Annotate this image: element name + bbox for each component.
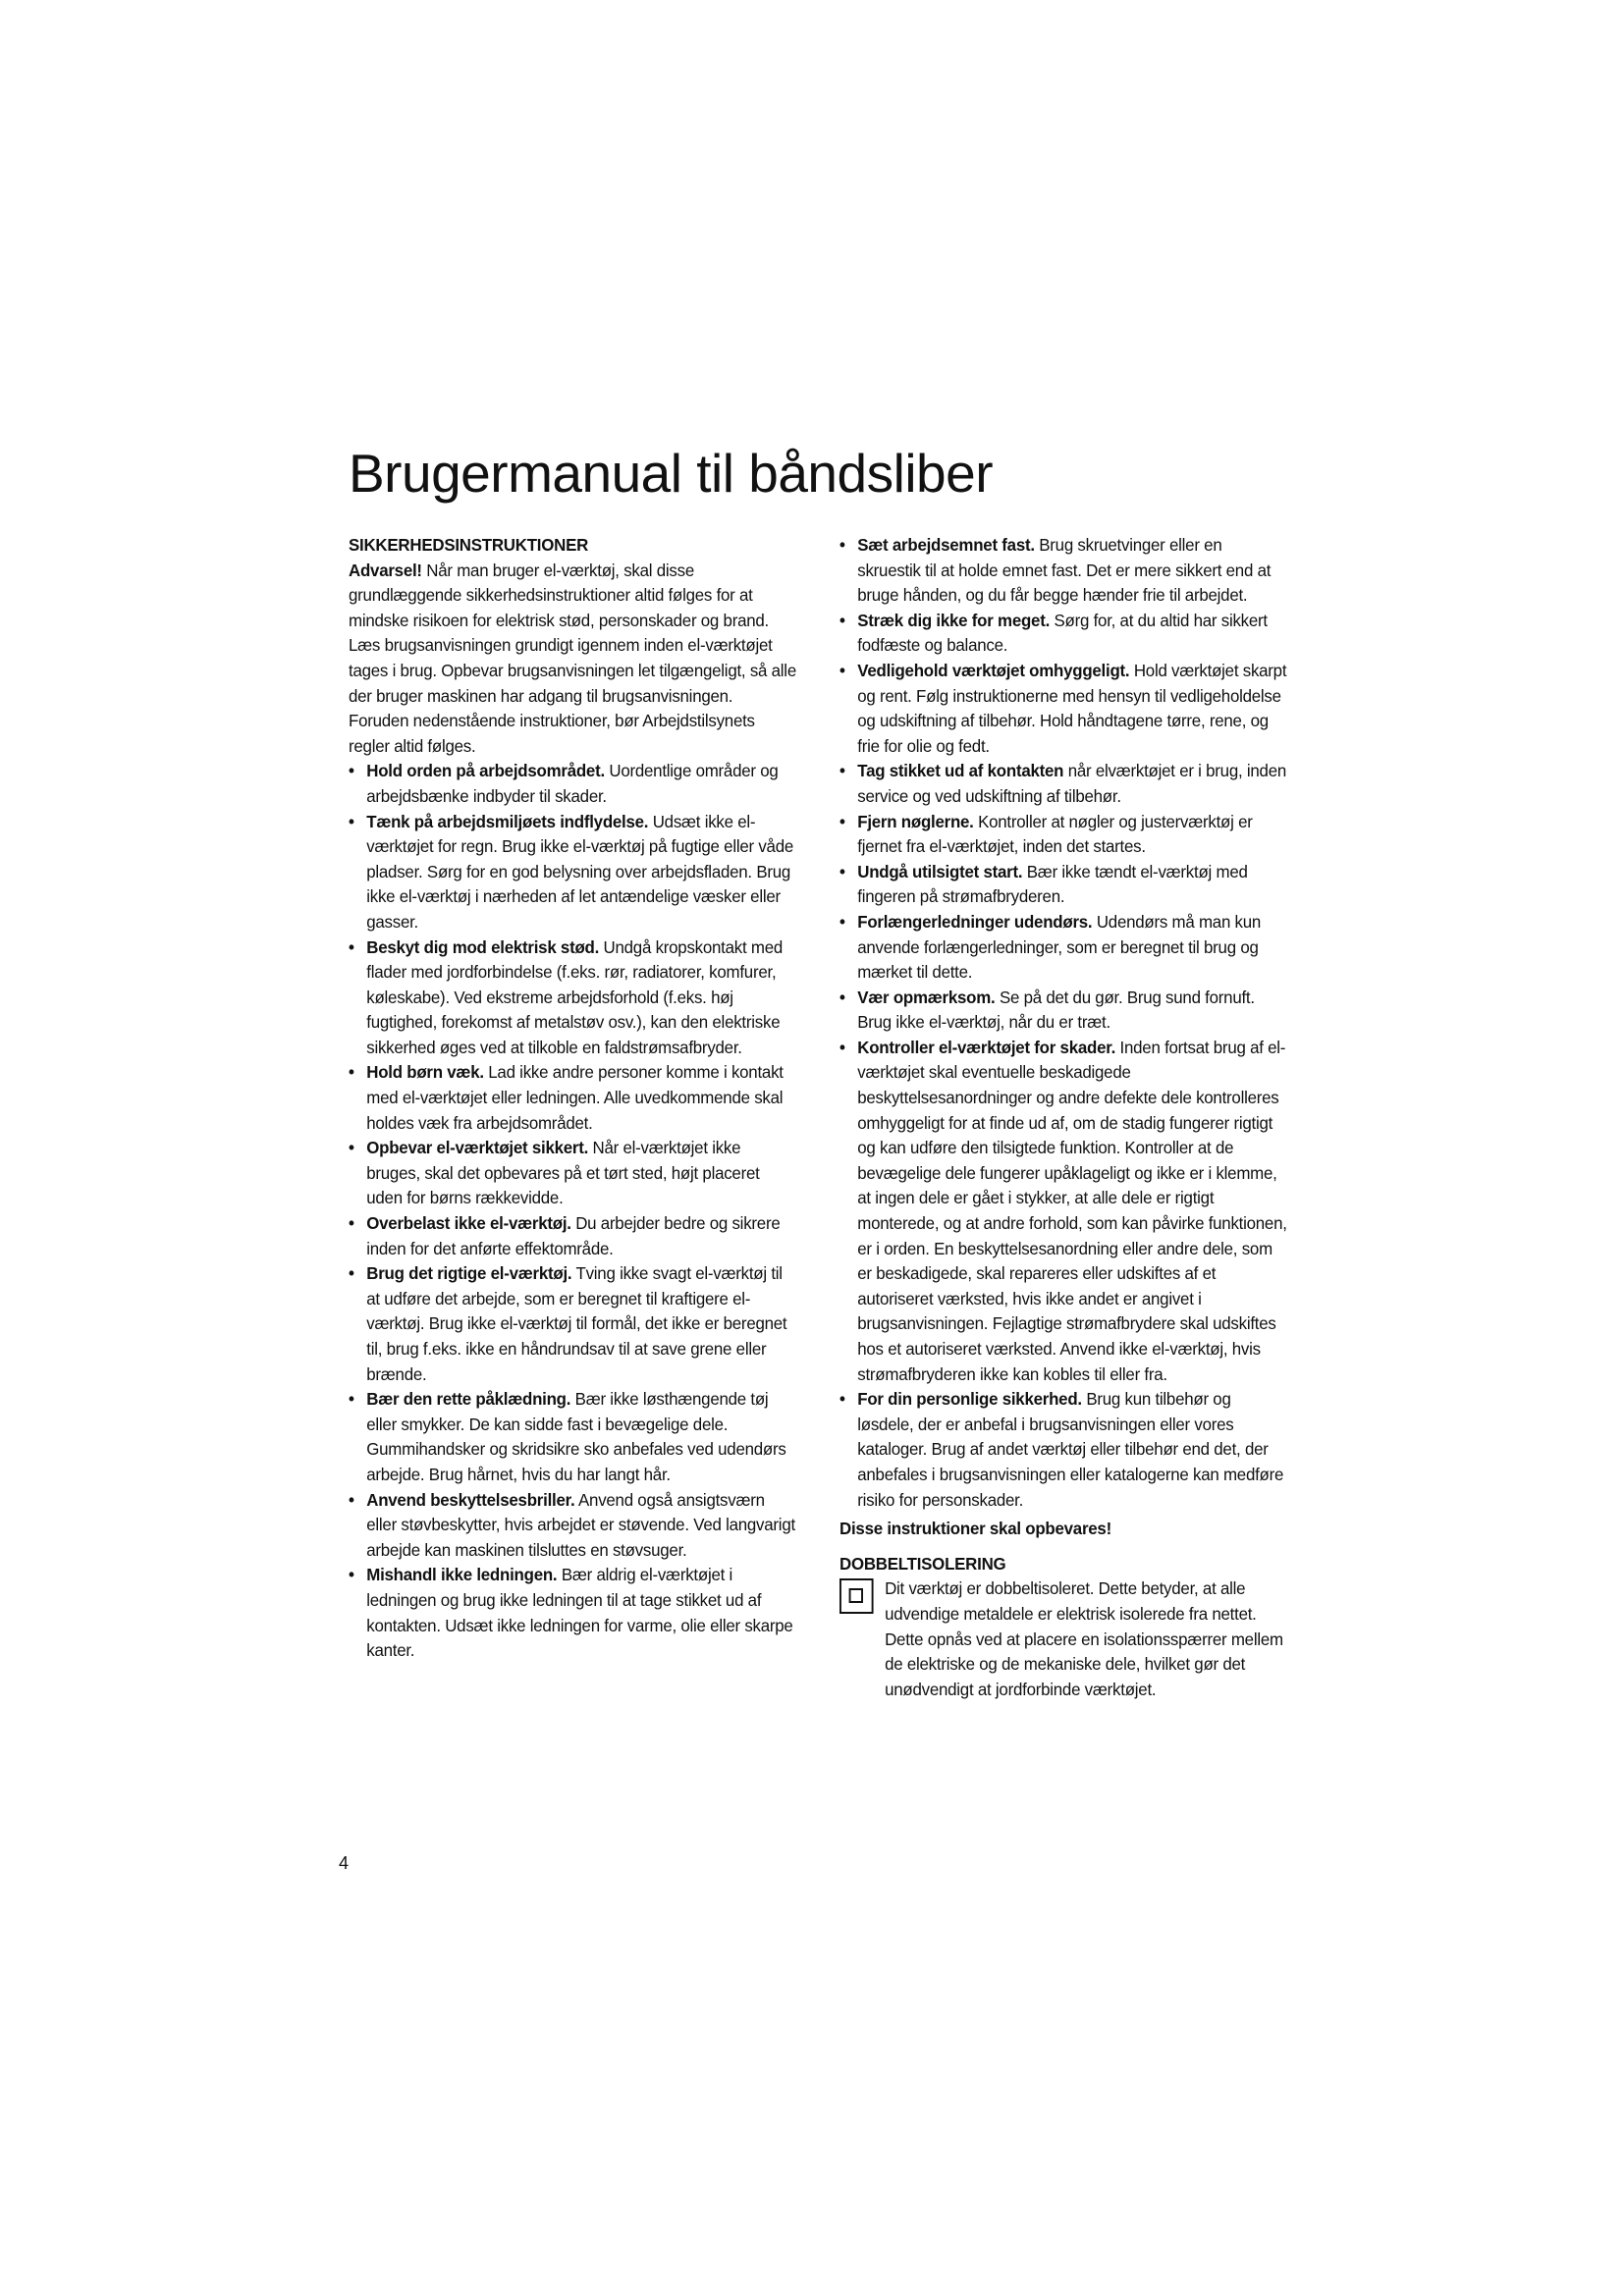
bullet: • bbox=[839, 761, 845, 781]
list-item bbox=[839, 810, 1287, 860]
item-text: Inden fortsat brug af el-værktøjet skal eventuelle beskadigede beskyttelsesanordninger og andre defekte dele kontrolleres omhyggeligt for at finde ud af, om de stadig fungerer rigtigt og kan udføre den tilsigtede funktion. Kontroller at de bevægelige dele fungerer upåklageligt og ikke er i klemme, at ingen dele er gået i stykker, at alle dele er rigtigt monterede, og at andre forhold, som kan påvirke funktionen, er i orden. En beskyttelsesanordning eller andre dele, som er beskadigede, skal repareres eller udskiftes af et autoriseret værksted, hvis ikke andet er angivet i brugsanvisningen. Fejlagtige strømafbrydere skal udskiftes hos et autoriseret værksted. Anvend ikke el-værktøj, hvis strømafbryderen ikke kan kobles til eller fra. bbox=[857, 1037, 1287, 1384]
page-number: 4 bbox=[339, 1853, 350, 1873]
list-item bbox=[349, 1261, 796, 1387]
item-label: Vær opmærksom. bbox=[857, 987, 996, 1007]
item-label: Vedligehold værktøjet omhyggeligt. bbox=[857, 660, 1130, 680]
list-item bbox=[349, 1136, 796, 1211]
item-text: Når el-værktøjet ikke bruges, skal det opbevares på et tørt sted, højt placeret uden for børns rækkevidde. bbox=[366, 1138, 760, 1208]
bullet: • bbox=[349, 1062, 354, 1083]
item-label: For din personlige sikkerhed. bbox=[857, 1389, 1082, 1410]
item-label: Forlængerledninger udendørs. bbox=[857, 911, 1093, 932]
item-label: Hold orden på arbejdsområdet. bbox=[366, 761, 605, 781]
item-label: Tænk på arbejdsmiljøets indflydelse. bbox=[366, 811, 649, 831]
item-text: Bær ikke tændt el-værktøj med fingeren på strømafbryderen. bbox=[857, 861, 1248, 907]
left-safety-list bbox=[349, 759, 796, 1663]
item-label: Fjern nøglerne. bbox=[857, 811, 974, 831]
item-label: Mishandl ikke ledningen. bbox=[366, 1565, 558, 1585]
list-item bbox=[349, 1563, 796, 1663]
left-column bbox=[349, 533, 796, 1664]
list-item bbox=[349, 935, 796, 1061]
item-label: Kontroller el-værktøjet for skader. bbox=[857, 1037, 1116, 1057]
warning-paragraph bbox=[349, 559, 796, 760]
list-item bbox=[349, 759, 796, 809]
bullet: • bbox=[349, 761, 354, 781]
item-label: Overbelast ikke el-værktøj. bbox=[366, 1213, 571, 1234]
item-text: Udsæt ikke el-værktøjet for regn. Brug ikke el-værktøj på fugtige eller våde pladser. Sørg for en god belysning over arbejdsfladen. Brug ikke el-værktøj i nærheden af let antændelige væsker eller gasser. bbox=[366, 811, 793, 932]
safety-heading: SIKKERHEDSINSTRUKTIONER bbox=[349, 535, 589, 555]
list-item bbox=[349, 1211, 796, 1261]
bullet: • bbox=[349, 1565, 354, 1585]
bullet: • bbox=[349, 1138, 354, 1158]
item-label: Brug det rigtige el-værktøj. bbox=[366, 1263, 572, 1284]
double-insulation-icon bbox=[839, 1578, 874, 1614]
item-text: Uordentlige områder og arbejdsbænke indbyder til skader. bbox=[366, 761, 779, 806]
item-text: Bær ikke løsthængende tøj eller smykker. De kan sidde fast i bevægelige dele. Gummihandsker og skridsikre sko anbefales ved udendørs arbejde. Brug hårnet, hvis du har langt hår. bbox=[366, 1389, 786, 1484]
warning-label: Advarsel! bbox=[349, 560, 422, 580]
double-insulation-text: Dit værktøj er dobbeltisoleret. Dette betyder, at alle udvendige metaldele er elektrisk isolerede fra nettet. Dette opnås ved at placere en isolationsspærrer mellem de elektriske og de mekaniske dele, hvilket gør det unødvendigt at jordforbinde værktøjet. bbox=[885, 1578, 1283, 1699]
bullet: • bbox=[349, 1389, 354, 1410]
item-text: Tving ikke svagt el-værktøj til at udføre det arbejde, som er beregnet til kraftigere el-værktøj. Brug ikke el-værktøj til formål, det ikke er beregnet til, brug f.eks. ikke en håndrundsav til at save grene eller brænde. bbox=[366, 1263, 787, 1384]
item-text: Du arbejder bedre og sikrere inden for det anførte effektområde. bbox=[366, 1213, 781, 1258]
item-text: Anvend også ansigtsværn eller støvbeskytter, hvis arbejdet er støvende. Ved langvarigt arbejde kan maskinen tilsluttes en støvsuger. bbox=[366, 1489, 795, 1560]
item-text: Udendørs må man kun anvende forlængerledninger, som er beregnet til brug og mærket til dette. bbox=[857, 911, 1262, 983]
item-text: Kontroller at nøgler og justerværktøj er fjernet fra el-værktøjet, inden det startes. bbox=[857, 811, 1253, 857]
list-item bbox=[349, 1488, 796, 1564]
item-text: Hold værktøjet skarpt og rent. Følg instruktionerne med hensyn til vedligeholdelse og udskiftning af tilbehør. Hold håndtagene tørre, rene, og frie for olie og fedt. bbox=[857, 660, 1287, 756]
bullet: • bbox=[349, 936, 354, 957]
double-insulation-section bbox=[839, 1576, 1287, 1702]
bullet: • bbox=[839, 1389, 845, 1410]
list-item bbox=[349, 810, 796, 935]
item-text: Undgå kropskontakt med flader med jordforbindelse (f.eks. rør, radiatorer, komfurer, køleskabe). Ved ekstreme arbejdsforhold (f.eks. høj fugtighed, forekomst af metalstøv osv.), kan den elektriske sikkerhed øges ved at tilkoble en faldstrømsafbryder. bbox=[366, 936, 784, 1057]
list-item bbox=[839, 533, 1287, 609]
double-insulation-heading: DOBBELTISOLERING bbox=[839, 1553, 1006, 1574]
bullet: • bbox=[349, 1489, 354, 1510]
item-text: Sørg for, at du altid har sikkert fodfæste og balance. bbox=[857, 610, 1268, 656]
list-item bbox=[839, 609, 1287, 659]
item-label: Stræk dig ikke for meget. bbox=[857, 610, 1051, 630]
list-item bbox=[839, 759, 1287, 809]
item-text: Brug kun tilbehør og løsdele, der er anbefal i brugsanvisningen eller vores kataloger. Brug af andet værktøj eller tilbehør end det, der anbefales i brugsanvisningen eller katalogerne kan medføre risiko for personskader. bbox=[857, 1389, 1284, 1510]
bullet: • bbox=[349, 811, 354, 831]
bullet: • bbox=[839, 1037, 845, 1057]
bullet: • bbox=[839, 911, 845, 932]
right-column bbox=[839, 533, 1287, 1702]
item-text: når elværktøjet er i brug, inden service og ved udskiftning af tilbehør. bbox=[857, 761, 1287, 806]
bullet: • bbox=[839, 987, 845, 1007]
item-text: Brug skruetvinger eller en skruestik til at holde emnet fast. Det er mere sikkert end at bruge hånden, og du får begge hænder frie til arbejdet. bbox=[857, 535, 1272, 606]
item-label: Tag stikket ud af kontakten bbox=[857, 761, 1064, 781]
bullet: • bbox=[839, 535, 845, 555]
item-label: Sæt arbejdsemnet fast. bbox=[857, 535, 1035, 555]
item-label: Beskyt dig mod elektrisk stød. bbox=[366, 936, 600, 957]
list-item bbox=[839, 910, 1287, 986]
item-label: Hold børn væk. bbox=[366, 1062, 484, 1083]
list-item bbox=[839, 1036, 1287, 1387]
bullet: • bbox=[349, 1263, 354, 1284]
list-item bbox=[839, 1387, 1287, 1513]
bullet: • bbox=[839, 660, 845, 680]
bullet: • bbox=[839, 811, 845, 831]
item-text: Bær aldrig el-værktøjet i ledningen og brug ikke ledningen til at tage stikket ud af kontakten. Udsæt ikke ledningen for varme, olie eller skarpe kanter. bbox=[366, 1565, 793, 1661]
list-item bbox=[349, 1060, 796, 1136]
bullet: • bbox=[349, 1213, 354, 1234]
right-safety-list bbox=[839, 533, 1287, 1513]
list-item bbox=[839, 986, 1287, 1036]
bullet: • bbox=[839, 861, 845, 881]
list-item bbox=[839, 659, 1287, 759]
item-label: Anvend beskyttelsesbriller. bbox=[366, 1489, 575, 1510]
page-title: Brugermanual til båndsliber bbox=[349, 443, 994, 504]
item-text: Lad ikke andre personer komme i kontakt med el-værktøjet eller ledningen. Alle uvedkommende skal holdes væk fra arbejdsområdet. bbox=[366, 1062, 784, 1133]
list-item bbox=[349, 1387, 796, 1487]
item-label: Opbevar el-værktøjet sikkert. bbox=[366, 1138, 589, 1158]
item-text: Se på det du gør. Brug sund fornuft. Brug ikke el-værktøj, når du er træt. bbox=[857, 987, 1255, 1033]
keep-instructions-note: Disse instruktioner skal opbevares! bbox=[839, 1519, 1111, 1539]
list-item bbox=[839, 860, 1287, 910]
item-label: Bær den rette påklædning. bbox=[366, 1389, 571, 1410]
item-label: Undgå utilsigtet start. bbox=[857, 861, 1023, 881]
bullet: • bbox=[839, 610, 845, 630]
warning-text: Når man bruger el-værktøj, skal disse grundlæggende sikkerhedsinstruktioner altid følges for at mindske risikoen for elektrisk stød, personskader og brand. Læs brugsanvisningen grundigt igennem inden el-værktøjet tages i brug. Opbevar brugsanvisningen let tilgængeligt, så alle der bruger maskinen har adgang til brugsanvisningen. Foruden nedenstående instruktioner, bør Arbejdstilsynets regler altid følges. bbox=[349, 560, 796, 756]
